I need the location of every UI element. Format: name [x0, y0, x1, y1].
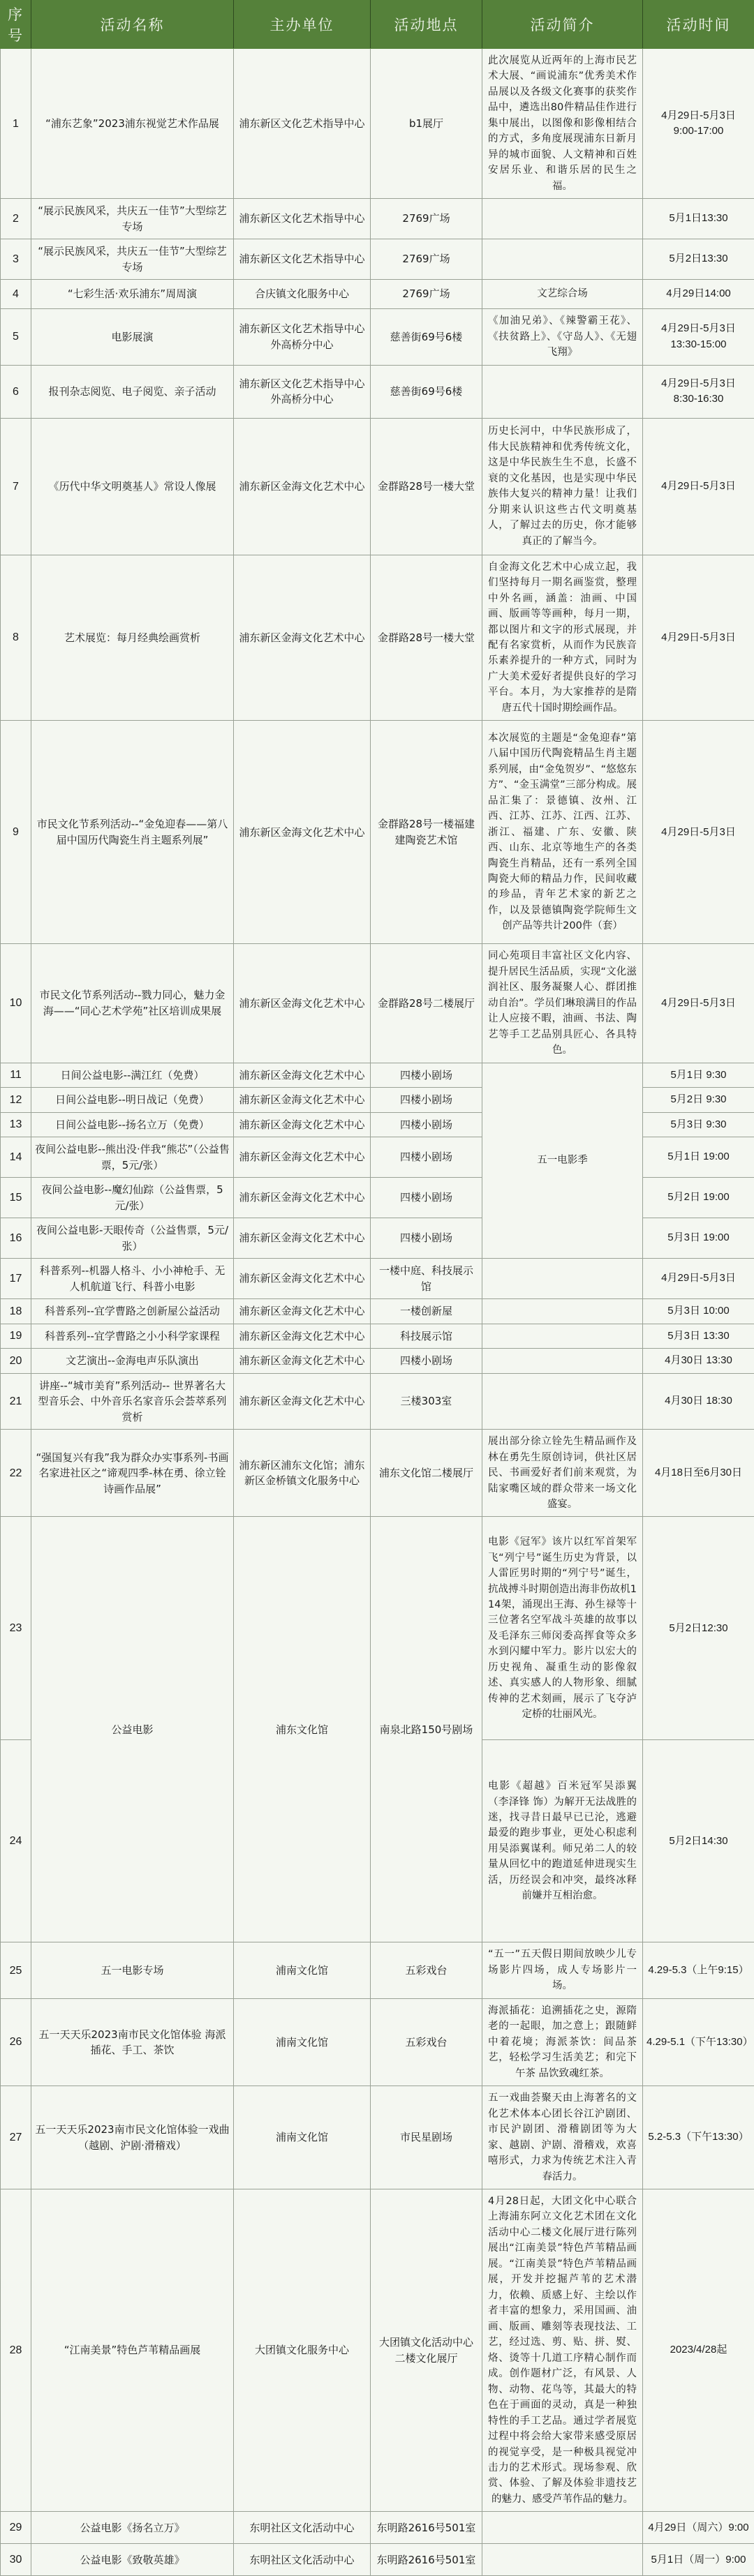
organizer-cell: 浦东新区金海文化艺术中心: [234, 1373, 371, 1430]
table-row: [1, 944, 754, 1063]
description-cell: 文艺综合场: [482, 280, 643, 309]
activity-name-cell: 夜间公益电影-天眼传奇（公益售票，5元/张）: [31, 1218, 234, 1259]
description-cell: “五一”五天假日期间放映少儿专场影片四场，成人专场影片一场。: [482, 1942, 643, 1998]
organizer-cell: 浦东新区文化艺术指导中心: [234, 239, 371, 280]
activity-time-cell: 4月30日 13:30: [643, 1349, 754, 1374]
location-cell: 四楼小剧场: [371, 1218, 482, 1259]
description-cell: [482, 199, 643, 239]
description-cell: [482, 1259, 643, 1299]
activity-name-cell: 公益电影《扬名立万》: [31, 2512, 234, 2544]
row-index: 21: [1, 1373, 31, 1430]
activity-time-cell: 4月30日 18:30: [643, 1373, 754, 1430]
location-cell: 一楼创新屋: [371, 1299, 482, 1324]
activity-time-cell: 4月29日-5月3日 8:30-16:30: [643, 365, 754, 418]
activity-time-cell: 5月2日12:30: [643, 1517, 754, 1740]
table-row: [1, 2512, 754, 2544]
location-cell: 东明路2616号501室: [371, 2512, 482, 2544]
row-index: 17: [1, 1259, 31, 1299]
row-index: 23: [1, 1517, 31, 1740]
activity-time-cell: 5月3日 13:30: [643, 1324, 754, 1349]
description-cell: [482, 1299, 643, 1324]
organizer-cell: 浦东新区金海文化艺术中心: [234, 1137, 371, 1178]
organizer-cell: 东明社区文化活动中心: [234, 2544, 371, 2576]
description-cell: 展出部分徐立铨先生精品画作及林在勇先生原创诗词，供社区居民、书画爱好者们前来观赏，为陆家嘴区域的群众带来一场文化盛宴。: [482, 1430, 643, 1517]
activity-name-cell: 日间公益电影--扬名立万（免费）: [31, 1112, 234, 1137]
row-index: 3: [1, 239, 31, 280]
organizer-cell: 浦南文化馆: [234, 1998, 371, 2085]
activity-name-cell: 公益电影: [31, 1517, 234, 1942]
row-index: 8: [1, 555, 31, 721]
description-cell: [482, 1324, 643, 1349]
column-header-org: 主办单位: [234, 1, 371, 49]
organizer-cell: 浦东新区金海文化艺术中心: [234, 555, 371, 721]
header-row: [1, 1, 754, 49]
description-cell: 五一戏曲荟聚天由上海著名的文化艺术体本心团长谷江沪剧团、市民沪剧团、滑稽剧团等为大家、越剧、沪剧、滑稽戏，欢喜嘻形式，力求为传统艺术注入青春活力。: [482, 2086, 643, 2189]
table-row: [1, 2189, 754, 2512]
activity-name-cell: 科普系列--宜学曹路之小小科学家课程: [31, 1324, 234, 1349]
table-row: [1, 721, 754, 944]
organizer-cell: 浦东新区文化艺术指导中心: [234, 49, 371, 199]
row-index: 12: [1, 1088, 31, 1113]
column-header-desc: 活动简介: [482, 1, 643, 49]
description-cell: [482, 2512, 643, 2544]
row-index: 30: [1, 2544, 31, 2576]
table-row: [1, 199, 754, 239]
organizer-cell: 浦东新区金海文化艺术中心: [234, 1178, 371, 1218]
row-index: 11: [1, 1063, 31, 1088]
location-cell: b1展厅: [371, 49, 482, 199]
organizer-cell: 大团镇文化服务中心: [234, 2189, 371, 2512]
activity-time-cell: 5月3日 10:00: [643, 1299, 754, 1324]
organizer-cell: 浦东新区金海文化艺术中心: [234, 1112, 371, 1137]
row-index: 26: [1, 1998, 31, 2085]
activity-name-cell: 市民文化节系列活动--戮力同心，魅力金海——“同心艺术学苑”社区培训成果展: [31, 944, 234, 1063]
row-index: 6: [1, 365, 31, 418]
location-cell: 四楼小剧场: [371, 1063, 482, 1088]
description-cell: 自金海文化艺术中心成立起，我们坚持每月一期名画鉴赏，整理中外名画，涵盖：油画、中国画、版画等等画种，每月一期，都以图片和文字的形式展现，并配有名家赏析，从而作为民族音乐素养提升的一种方式，同时为广大美术爱好者提供良好的学习平台。本月，为大家推荐的是隋唐五代十国时期绘画作品。: [482, 555, 643, 721]
activity-time-cell: 4月29日-5月3日: [643, 555, 754, 721]
activity-time-cell: 5月2日 9:30: [643, 1088, 754, 1113]
location-cell: 四楼小剧场: [371, 1349, 482, 1374]
activity-name-cell: 五一天天乐2023南市民文化馆体验一戏曲（越剧、沪剧·滑稽戏）: [31, 2086, 234, 2189]
activity-name-cell: 五一天天乐2023南市民文化馆体验 海派插花、手工、茶饮: [31, 1998, 234, 2085]
activity-time-cell: 5月2日 19:00: [643, 1178, 754, 1218]
row-index: 29: [1, 2512, 31, 2544]
column-header-time: 活动时间: [643, 1, 754, 49]
location-cell: 2769广场: [371, 199, 482, 239]
organizer-cell: 浦东新区金海文化艺术中心: [234, 1349, 371, 1374]
activity-name-cell: 科普系列--宜学曹路之创新屋公益活动: [31, 1299, 234, 1324]
organizer-cell: 浦东新区金海文化艺术中心: [234, 721, 371, 944]
location-cell: 四楼小剧场: [371, 1112, 482, 1137]
location-cell: 南泉北路150号剧场: [371, 1517, 482, 1942]
activity-name-cell: 讲座--“城市美育”系列活动-- 世界著名大型音乐会、中外音乐名家音乐会荟萃系列赏析: [31, 1373, 234, 1430]
location-cell: 市民星剧场: [371, 2086, 482, 2189]
table-row: [1, 309, 754, 365]
location-cell: 浦东文化馆二楼展厅: [371, 1430, 482, 1517]
table-row: [1, 2086, 754, 2189]
organizer-cell: 浦东新区浦东文化馆；浦东新区金桥镇文化服务中心: [234, 1430, 371, 1517]
organizer-cell: 浦东新区金海文化艺术中心: [234, 1088, 371, 1113]
row-index: 7: [1, 418, 31, 555]
location-cell: 慈善街69号6楼: [371, 309, 482, 365]
organizer-cell: 浦东新区金海文化艺术中心: [234, 1063, 371, 1088]
location-cell: 2769广场: [371, 280, 482, 309]
row-index: 2: [1, 199, 31, 239]
location-cell: 四楼小剧场: [371, 1137, 482, 1178]
description-cell: [482, 2544, 643, 2576]
table-row: [1, 1299, 754, 1324]
table-body: [1, 49, 754, 2576]
description-cell: 《加油兄弟》、《辣警霸王花》、《扶贫路上》、《守岛人》、《无翅飞翔》: [482, 309, 643, 365]
activity-name-cell: 五一电影专场: [31, 1942, 234, 1998]
row-index: 4: [1, 280, 31, 309]
table-row: [1, 1942, 754, 1998]
organizer-cell: 浦南文化馆: [234, 1942, 371, 1998]
location-cell: 东明路2616号501室: [371, 2544, 482, 2576]
organizer-cell: 浦东新区金海文化艺术中心: [234, 1259, 371, 1299]
activity-time-cell: 4月29日-5月3日: [643, 944, 754, 1063]
description-cell: 历史长河中，中华民族形成了，伟大民族精神和优秀传统文化，这是中华民族生生不息，长盛不衰的文化基因，也是实现中华民族伟大复兴的精神力量！让我们分期来认识这些古代文明奠基人，了解过去的历史，你才能够真正的了解当今。: [482, 418, 643, 555]
row-index: 5: [1, 309, 31, 365]
activity-time-cell: 5月1日 19:00: [643, 1137, 754, 1178]
activity-name-cell: 夜间公益电影--魔幻仙踪（公益售票，5元/张）: [31, 1178, 234, 1218]
activity-name-cell: 文艺演出--金海电声乐队演出: [31, 1349, 234, 1374]
organizer-cell: 浦南文化馆: [234, 2086, 371, 2189]
organizer-cell: 浦东文化馆: [234, 1517, 371, 1942]
location-cell: 2769广场: [371, 239, 482, 280]
activity-name-cell: 公益电影《致敬英雄》: [31, 2544, 234, 2576]
row-index: 25: [1, 1942, 31, 1998]
table-row: [1, 49, 754, 199]
location-cell: 金群路28号一楼福建建陶瓷艺术馆: [371, 721, 482, 944]
activity-name-cell: 市民文化节系列活动--“金兔迎春——第八届中国历代陶瓷生肖主题系列展”: [31, 721, 234, 944]
activity-name-cell: “强国复兴有我”我为群众办实事系列-书画名家进社区之“谛观四季-林在勇、徐立铨诗画作品展”: [31, 1430, 234, 1517]
description-cell: [482, 1349, 643, 1374]
row-index: 14: [1, 1137, 31, 1178]
activity-time-cell: 5月1日13:30: [643, 199, 754, 239]
activity-name-cell: “七彩生活·欢乐浦东”周周演: [31, 280, 234, 309]
column-header-place: 活动地点: [371, 1, 482, 49]
column-header-name: 活动名称: [31, 1, 234, 49]
location-cell: 金群路28号一楼大堂: [371, 555, 482, 721]
row-index: 28: [1, 2189, 31, 2512]
location-cell: 三楼303室: [371, 1373, 482, 1430]
activity-time-cell: 4月29日-5月3日: [643, 418, 754, 555]
activity-name-cell: “江南美景”特色芦苇精品画展: [31, 2189, 234, 2512]
description-cell: [482, 365, 643, 418]
location-cell: 金群路28号一楼大堂: [371, 418, 482, 555]
description-cell: 本次展览的主题是“金兔迎春”第八届中国历代陶瓷精品生肖主题系列展，由“金兔贺岁”、“悠悠东方”、“金玉满堂”三部分构成。展品汇集了：景德镇、汝州、江西、江苏、江苏、江西、江苏、浙江、福建、广东、安徽、陕西、山东、北京等地生产的各类陶瓷生肖精品，还有一系列全国陶瓷大师的精品力作，民间收藏的珍品，青年艺术家的新艺之作，以及景德镇陶瓷学院师生文创产品等共计200件（套）: [482, 721, 643, 944]
description-cell: 五一电影季: [482, 1063, 643, 1259]
activity-time-cell: 4月29日-5月3日 13:30-15:00: [643, 309, 754, 365]
table-row: [1, 1259, 754, 1299]
activity-time-cell: 4月29日-5月3日: [643, 721, 754, 944]
table-row: [1, 555, 754, 721]
activity-name-cell: 报刊杂志阅览、电子阅览、亲子活动: [31, 365, 234, 418]
row-index: 18: [1, 1299, 31, 1324]
activity-name-cell: 日间公益电影--满江红（免费）: [31, 1063, 234, 1088]
location-cell: 五彩戏台: [371, 1942, 482, 1998]
description-cell: 同心苑项目丰富社区文化内容、提升居民生活品质，实现“文化滋润社区、服务凝聚人心、群团推动自治”。学员们琳琅满目的作品让人应接不暇，油画、书法、陶艺等手工艺品别具匠心、各具特色。: [482, 944, 643, 1063]
activity-time-cell: 4月18日至6月30日: [643, 1430, 754, 1517]
description-cell: 电影《冠军》该片以红军首架军飞“列宁号”诞生历史为背景，以人雷匠男时期的“列宁号”诞生，抗战搏斗时期创造出海非伤故机114架，涌现出王海、孙生禄等十三位著名空军战斗英雄的故事以及毛泽东三师闵委高挥食等众多水到闪耀中军力。影片以宏大的历史视角、凝重生动的影像叙述、真实感人的人物形象、细腻传神的艺术刻画，展示了飞夺泸定桥的壮丽风光。: [482, 1517, 643, 1740]
activity-time-cell: 5月3日 19:00: [643, 1218, 754, 1259]
table-row: [1, 1063, 754, 1088]
row-index: 24: [1, 1740, 31, 1942]
description-cell: 电影《超越》百米冠军吴添翼（李泽锋 饰）为解开无法战胜的迷，找寻昔日最早已已沦，逃避最爱的跑步事业，更处心积虑利用吴添翼谋利。师兄弟二人的较量从回忆中的跑道延伸进现实生活，历经误会和冲突，最终冰释前嫌并互相治愈。: [482, 1740, 643, 1942]
activity-time-cell: 4月29日-5月3日: [643, 1259, 754, 1299]
organizer-cell: 浦东新区金海文化艺术中心: [234, 418, 371, 555]
table-row: [1, 1517, 754, 1740]
activity-time-cell: 4.29-5.1（下午13:30）: [643, 1998, 754, 2085]
activity-time-cell: 4.29-5.3（上午9:15）: [643, 1942, 754, 1998]
activity-time-cell: 5月1日（周一）9:00: [643, 2544, 754, 2576]
table-row: [1, 1998, 754, 2085]
organizer-cell: 浦东新区金海文化艺术中心: [234, 1324, 371, 1349]
activity-name-cell: 科普系列--机器人格斗、小小神枪手、无人机航道飞行、科普小电影: [31, 1259, 234, 1299]
activity-name-cell: 《历代中华文明奠基人》常设人像展: [31, 418, 234, 555]
location-cell: 五彩戏台: [371, 1998, 482, 2085]
description-cell: [482, 1373, 643, 1430]
table-row: [1, 2544, 754, 2576]
location-cell: 金群路28号二楼展厅: [371, 944, 482, 1063]
activity-name-cell: “展示民族风采，共庆五一佳节”大型综艺专场: [31, 199, 234, 239]
activity-time-cell: 4月29日14:00: [643, 280, 754, 309]
row-index: 27: [1, 2086, 31, 2189]
activity-time-cell: 5.2-5.3（下午13:30）: [643, 2086, 754, 2189]
activity-time-cell: 4月29日-5月3日 9:00-17:00: [643, 49, 754, 199]
organizer-cell: 浦东新区金海文化艺术中心: [234, 1299, 371, 1324]
table-row: [1, 1349, 754, 1374]
location-cell: 四楼小剧场: [371, 1178, 482, 1218]
description-cell: 4月28日起，大团文化中心联合上海浦东阿立文化艺术团在文化活动中心二楼文化展厅进行陈列展出“江南美景”特色芦苇精品画展。“江南美景”特色芦苇精品画展，开发并挖掘芦苇的艺术潜力，依赖、质感上好、主绘以作者丰富的想象力，采用国画、油画、版画、雕刻等表现技法、工艺，经过选、剪、贴、拼、熨、烙、烫等十几道工序精心制作而成。创作题材广泛，有风景、人物、动物、花鸟等，其最大的特色在于画面的灵动，真是一种独特性的手工艺品。通过学者展览过程中将会给大家带来感受原居的视觉享受，是一种极具视觉冲击力的艺术形式。现场参观、欣赏、体验、了解及体验非遗技艺的魅力、感受芦苇作品的魅力。: [482, 2189, 643, 2512]
activity-time-cell: 5月1日 9:30: [643, 1063, 754, 1088]
table-row: [1, 1373, 754, 1430]
organizer-cell: 东明社区文化活动中心: [234, 2512, 371, 2544]
organizer-cell: 浦东新区文化艺术指导中心外高桥分中心: [234, 365, 371, 418]
activity-name-cell: “展示民族风采，共庆五一佳节”大型综艺专场: [31, 239, 234, 280]
row-index: 13: [1, 1112, 31, 1137]
organizer-cell: 浦东新区文化艺术指导中心: [234, 199, 371, 239]
organizer-cell: 合庆镇文化服务中心: [234, 280, 371, 309]
location-cell: 科技展示馆: [371, 1324, 482, 1349]
row-index: 15: [1, 1178, 31, 1218]
activity-time-cell: 2023/4/28起: [643, 2189, 754, 2512]
organizer-cell: 浦东新区文化艺术指导中心外高桥分中心: [234, 309, 371, 365]
row-index: 1: [1, 49, 31, 199]
description-cell: 海派插花：追溯插花之史，源隋老的一起眼，加之意上；跟随鲜中着花境；海派茶饮：间品茶艺，轻松学习生活美艺；和完下午茶 品饮致魂红茶。: [482, 1998, 643, 2085]
row-index: 22: [1, 1430, 31, 1517]
location-cell: 四楼小剧场: [371, 1088, 482, 1113]
row-index: 9: [1, 721, 31, 944]
table-row: [1, 418, 754, 555]
activity-time-cell: 5月2日13:30: [643, 239, 754, 280]
activity-time-cell: 5月2日14:30: [643, 1740, 754, 1942]
organizer-cell: 浦东新区金海文化艺术中心: [234, 1218, 371, 1259]
description-cell: 此次展览从近两年的上海市民艺术大展、“画说浦东”优秀美术作品展以及各级文化赛事的获奖作品中，遴选出80件精品佳作进行集中展出，以图像和影像相结合的方式，多角度展现浦东日新月异的城市面貌、人文精神和百姓安居乐业、和谐乐居的民生之福。: [482, 49, 643, 199]
location-cell: 一楼中庭、科技展示馆: [371, 1259, 482, 1299]
table-row: [1, 280, 754, 309]
table-row: [1, 1324, 754, 1349]
activity-time-cell: 4月29日（周六）9:00: [643, 2512, 754, 2544]
column-header-index: 序号: [1, 1, 31, 49]
row-index: 10: [1, 944, 31, 1063]
table-row: [1, 239, 754, 280]
row-index: 19: [1, 1324, 31, 1349]
organizer-cell: 浦东新区金海文化艺术中心: [234, 944, 371, 1063]
table-row: [1, 365, 754, 418]
table-header: [1, 1, 754, 49]
activity-name-cell: 艺术展览：每月经典绘画赏析: [31, 555, 234, 721]
location-cell: 大团镇文化活动中心二楼文化展厅: [371, 2189, 482, 2512]
activity-name-cell: 夜间公益电影--熊出没·伴我“熊芯”（公益售票，5元/张）: [31, 1137, 234, 1178]
activity-name-cell: 日间公益电影--明日战记（免费）: [31, 1088, 234, 1113]
activity-name-cell: “浦东艺象”2023浦东视觉艺术作品展: [31, 49, 234, 199]
description-cell: [482, 239, 643, 280]
activity-time-cell: 5月3日 9:30: [643, 1112, 754, 1137]
row-index: 20: [1, 1349, 31, 1374]
location-cell: 慈善街69号6楼: [371, 365, 482, 418]
table-row: [1, 1430, 754, 1517]
row-index: 16: [1, 1218, 31, 1259]
activity-name-cell: 电影展演: [31, 309, 234, 365]
